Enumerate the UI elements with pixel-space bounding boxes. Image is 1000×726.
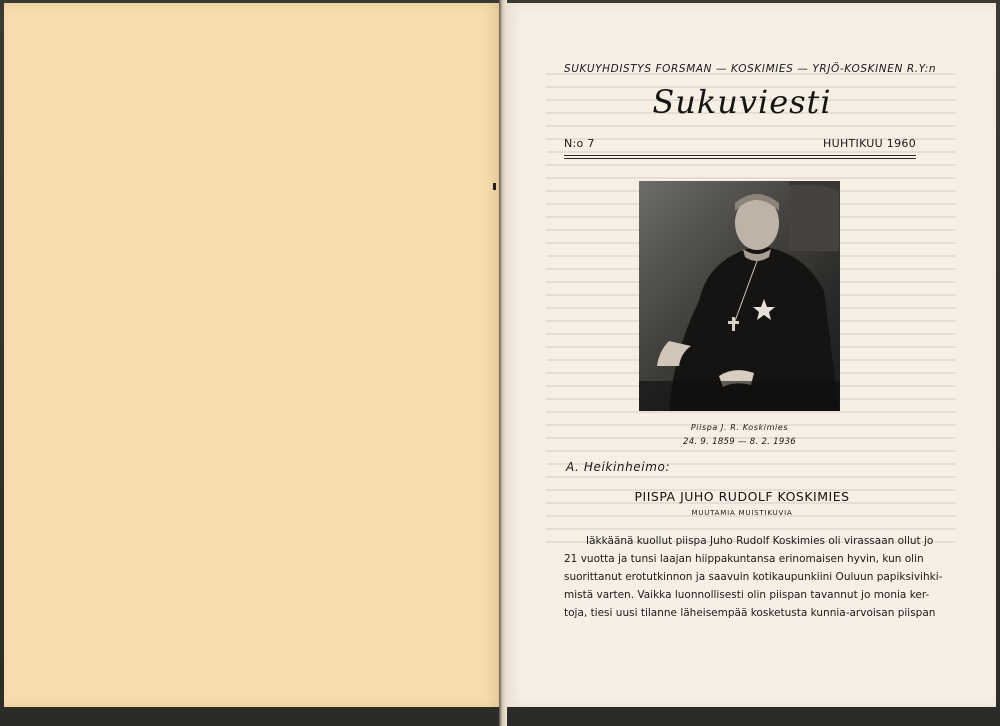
photo-caption-name: Piispa J. R. Koskimies — [690, 423, 789, 432]
article-line: suorittanut erotutkinnon ja saavuin kotikaupunkiini Ouluun papiksivihki- — [564, 571, 943, 583]
newsletter-title: Sukuviesti — [652, 83, 832, 121]
article-line: Iäkkäänä kuollut piispa Juho Rudolf Koskimies oli virassaan ollut jo — [586, 535, 934, 547]
header-rule-bottom — [564, 158, 916, 159]
photo-caption-dates: 24. 9. 1859 — 8. 2. 1936 — [682, 437, 797, 447]
issue-number: N:o 7 — [564, 137, 595, 150]
right-page — [506, 3, 996, 707]
article-line: toja, tiesi uusi tilanne läheisempää kosketusta kunnia-arvoisan piispan — [564, 607, 936, 619]
portrait-illustration — [639, 181, 840, 411]
article-line: mistä varten. Vaikka luonnollisesti olin piispan tavannut jo monia ker- — [564, 589, 930, 601]
left-page-blank — [4, 3, 500, 707]
bishop-portrait-photo — [639, 181, 840, 411]
issue-date: HUHTIKUU 1960 — [823, 137, 916, 150]
edge-mark — [493, 183, 496, 190]
article-subtitle: MUUTAMIA MUISTIKUVIA — [691, 509, 793, 517]
society-header: SUKUYHDISTYS FORSMAN — KOSKIMIES — YRJÖ-KOSKINEN R.Y:n — [564, 63, 937, 75]
header-rule-top — [564, 155, 916, 156]
article-title: PIISPA JUHO RUDOLF KOSKIMIES — [634, 489, 850, 504]
article-line: 21 vuotta ja tunsi laajan hiippakuntansa erinomaisen hyvin, kun olin — [564, 553, 924, 565]
article-author: A. Heikinheimo: — [566, 460, 671, 474]
